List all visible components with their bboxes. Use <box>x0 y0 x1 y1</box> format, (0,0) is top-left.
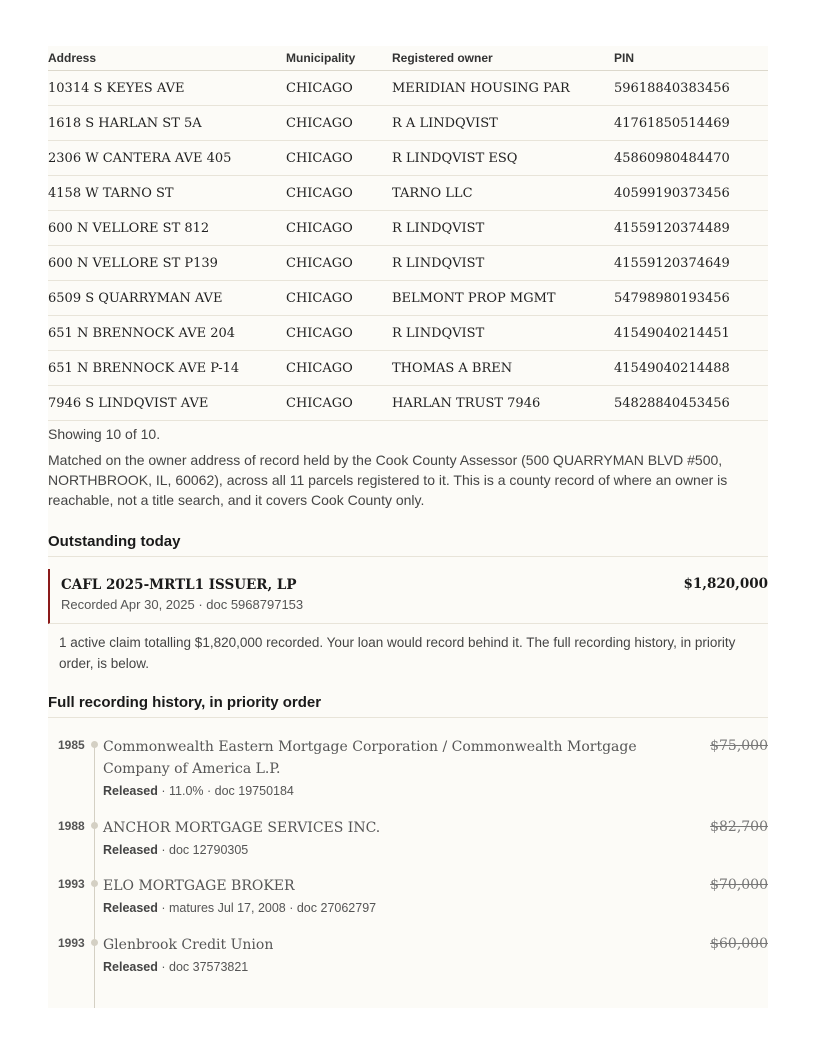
timeline-dot <box>91 822 98 829</box>
entry-year: 1993 <box>58 936 85 950</box>
cell-pin: 41761850514469 <box>614 106 768 141</box>
timeline-dot <box>91 741 98 748</box>
cell-pin: 40599190373456 <box>614 176 768 211</box>
claim-amount: $1,820,000 <box>683 576 768 592</box>
entry-status: Released <box>103 784 158 798</box>
cell-address: 2306 W CANTERA AVE 405 <box>48 141 286 176</box>
claim-summary: 1 active claim totalling $1,820,000 recorded. Your loan would record behind it. The full recording history, in priority order, is below. <box>59 635 736 671</box>
table-row <box>48 316 768 351</box>
table-row <box>48 281 768 316</box>
table-row <box>48 176 768 211</box>
entry-lender: Commonwealth Eastern Mortgage Corporation / Commonwealth Mortgage Company of America L.P. <box>103 739 637 777</box>
claim-holder: CAFL 2025-MRTL1 ISSUER, LP <box>61 577 297 593</box>
cell-municipality: CHICAGO <box>286 386 392 421</box>
cell-municipality: CHICAGO <box>286 211 392 246</box>
cell-pin: 54828840453456 <box>614 386 768 421</box>
entry-meta <box>103 843 678 857</box>
table-row <box>48 141 768 176</box>
cell-address: 651 N BRENNOCK AVE P-14 <box>48 351 286 386</box>
cell-owner: R LINDQVIST <box>392 246 614 281</box>
cell-pin: 41559120374489 <box>614 211 768 246</box>
timeline-dot <box>91 880 98 887</box>
cell-owner: R LINDQVIST <box>392 211 614 246</box>
column-header-address: Address <box>48 46 286 71</box>
cell-address: 600 N VELLORE ST P139 <box>48 246 286 281</box>
cell-pin: 41559120374649 <box>614 246 768 281</box>
cell-municipality: CHICAGO <box>286 281 392 316</box>
cell-owner: BELMONT PROP MGMT <box>392 281 614 316</box>
cell-address: 6509 S QUARRYMAN AVE <box>48 281 286 316</box>
entry-amount: $75,000 <box>710 738 768 754</box>
entry-meta <box>103 784 678 798</box>
entry-meta <box>103 960 678 974</box>
entry-status: Released <box>103 843 158 857</box>
claim-recording-info: Recorded Apr 30, 2025 · doc 5968797153 <box>61 597 304 612</box>
cell-owner: HARLAN TRUST 7946 <box>392 386 614 421</box>
cell-owner: THOMAS A BREN <box>392 351 614 386</box>
entry-meta <box>103 901 678 915</box>
entry-amount: $70,000 <box>710 877 768 893</box>
cell-pin: 45860980484470 <box>614 141 768 176</box>
cell-address: 4158 W TARNO ST <box>48 176 286 211</box>
history-entry <box>48 736 768 817</box>
timeline-dot <box>91 939 98 946</box>
entry-status: Released <box>103 960 158 974</box>
entry-detail: · 11.0% · doc 19750184 <box>157 784 294 798</box>
history-entry <box>48 934 768 992</box>
cell-municipality: CHICAGO <box>286 141 392 176</box>
cell-address: 10314 S KEYES AVE <box>48 71 286 106</box>
entry-year: 1988 <box>58 819 85 833</box>
entry-lender: ELO MORTGAGE BROKER <box>103 878 295 894</box>
entry-year: 1993 <box>58 877 85 891</box>
table-row <box>48 386 768 421</box>
column-header-pin: PIN <box>614 46 768 71</box>
cell-owner: R LINDQVIST ESQ <box>392 141 614 176</box>
cell-pin: 41549040214451 <box>614 316 768 351</box>
table-row <box>48 351 768 386</box>
entry-status: Released <box>103 901 158 915</box>
cell-municipality: CHICAGO <box>286 71 392 106</box>
table-row <box>48 106 768 141</box>
column-header-owner: Registered owner <box>392 46 614 71</box>
match-note: Matched on the owner address of record held by the Cook County Assessor (500 QUARRYMAN BLVD #500, NORTHBROOK, IL, 60062), across all 11 parcels registered to it. This is a county record of where an owner is reachable, not a title search, and it covers Cook County only. <box>48 452 728 508</box>
outstanding-heading: Outstanding today <box>48 533 768 557</box>
cell-pin: 59618840383456 <box>614 71 768 106</box>
table-row <box>48 71 768 106</box>
cell-owner: R LINDQVIST <box>392 316 614 351</box>
entry-detail: · doc 12790305 <box>157 843 249 857</box>
history-entry <box>48 875 768 934</box>
column-header-municipality: Municipality <box>286 46 392 71</box>
cell-address: 651 N BRENNOCK AVE 204 <box>48 316 286 351</box>
entry-amount: $82,700 <box>710 819 768 835</box>
table-row <box>48 211 768 246</box>
cell-pin: 54798980193456 <box>614 281 768 316</box>
table-header-row <box>48 46 768 71</box>
cell-owner: TARNO LLC <box>392 176 614 211</box>
recording-history <box>48 736 768 992</box>
entry-detail: · doc 37573821 <box>157 960 249 974</box>
cell-municipality: CHICAGO <box>286 316 392 351</box>
cell-pin: 41549040214488 <box>614 351 768 386</box>
parcels-table <box>48 46 768 421</box>
entry-lender: ANCHOR MORTGAGE SERVICES INC. <box>103 820 381 836</box>
cell-address: 600 N VELLORE ST 812 <box>48 211 286 246</box>
report-sheet <box>48 46 768 1008</box>
history-entry <box>48 817 768 875</box>
entry-detail: · matures Jul 17, 2008 · doc 27062797 <box>157 901 377 915</box>
results-count: Showing 10 of 10. <box>48 426 161 442</box>
cell-municipality: CHICAGO <box>286 246 392 281</box>
entry-lender: Glenbrook Credit Union <box>103 937 274 953</box>
cell-municipality: CHICAGO <box>286 106 392 141</box>
cell-address: 1618 S HARLAN ST 5A <box>48 106 286 141</box>
history-heading: Full recording history, in priority order <box>48 694 768 718</box>
cell-municipality: CHICAGO <box>286 176 392 211</box>
entry-amount: $60,000 <box>710 936 768 952</box>
entry-year: 1985 <box>58 738 85 752</box>
cell-owner: R A LINDQVIST <box>392 106 614 141</box>
table-row <box>48 246 768 281</box>
cell-address: 7946 S LINDQVIST AVE <box>48 386 286 421</box>
active-claim-card <box>48 569 768 624</box>
cell-owner: MERIDIAN HOUSING PAR <box>392 71 614 106</box>
cell-municipality: CHICAGO <box>286 351 392 386</box>
